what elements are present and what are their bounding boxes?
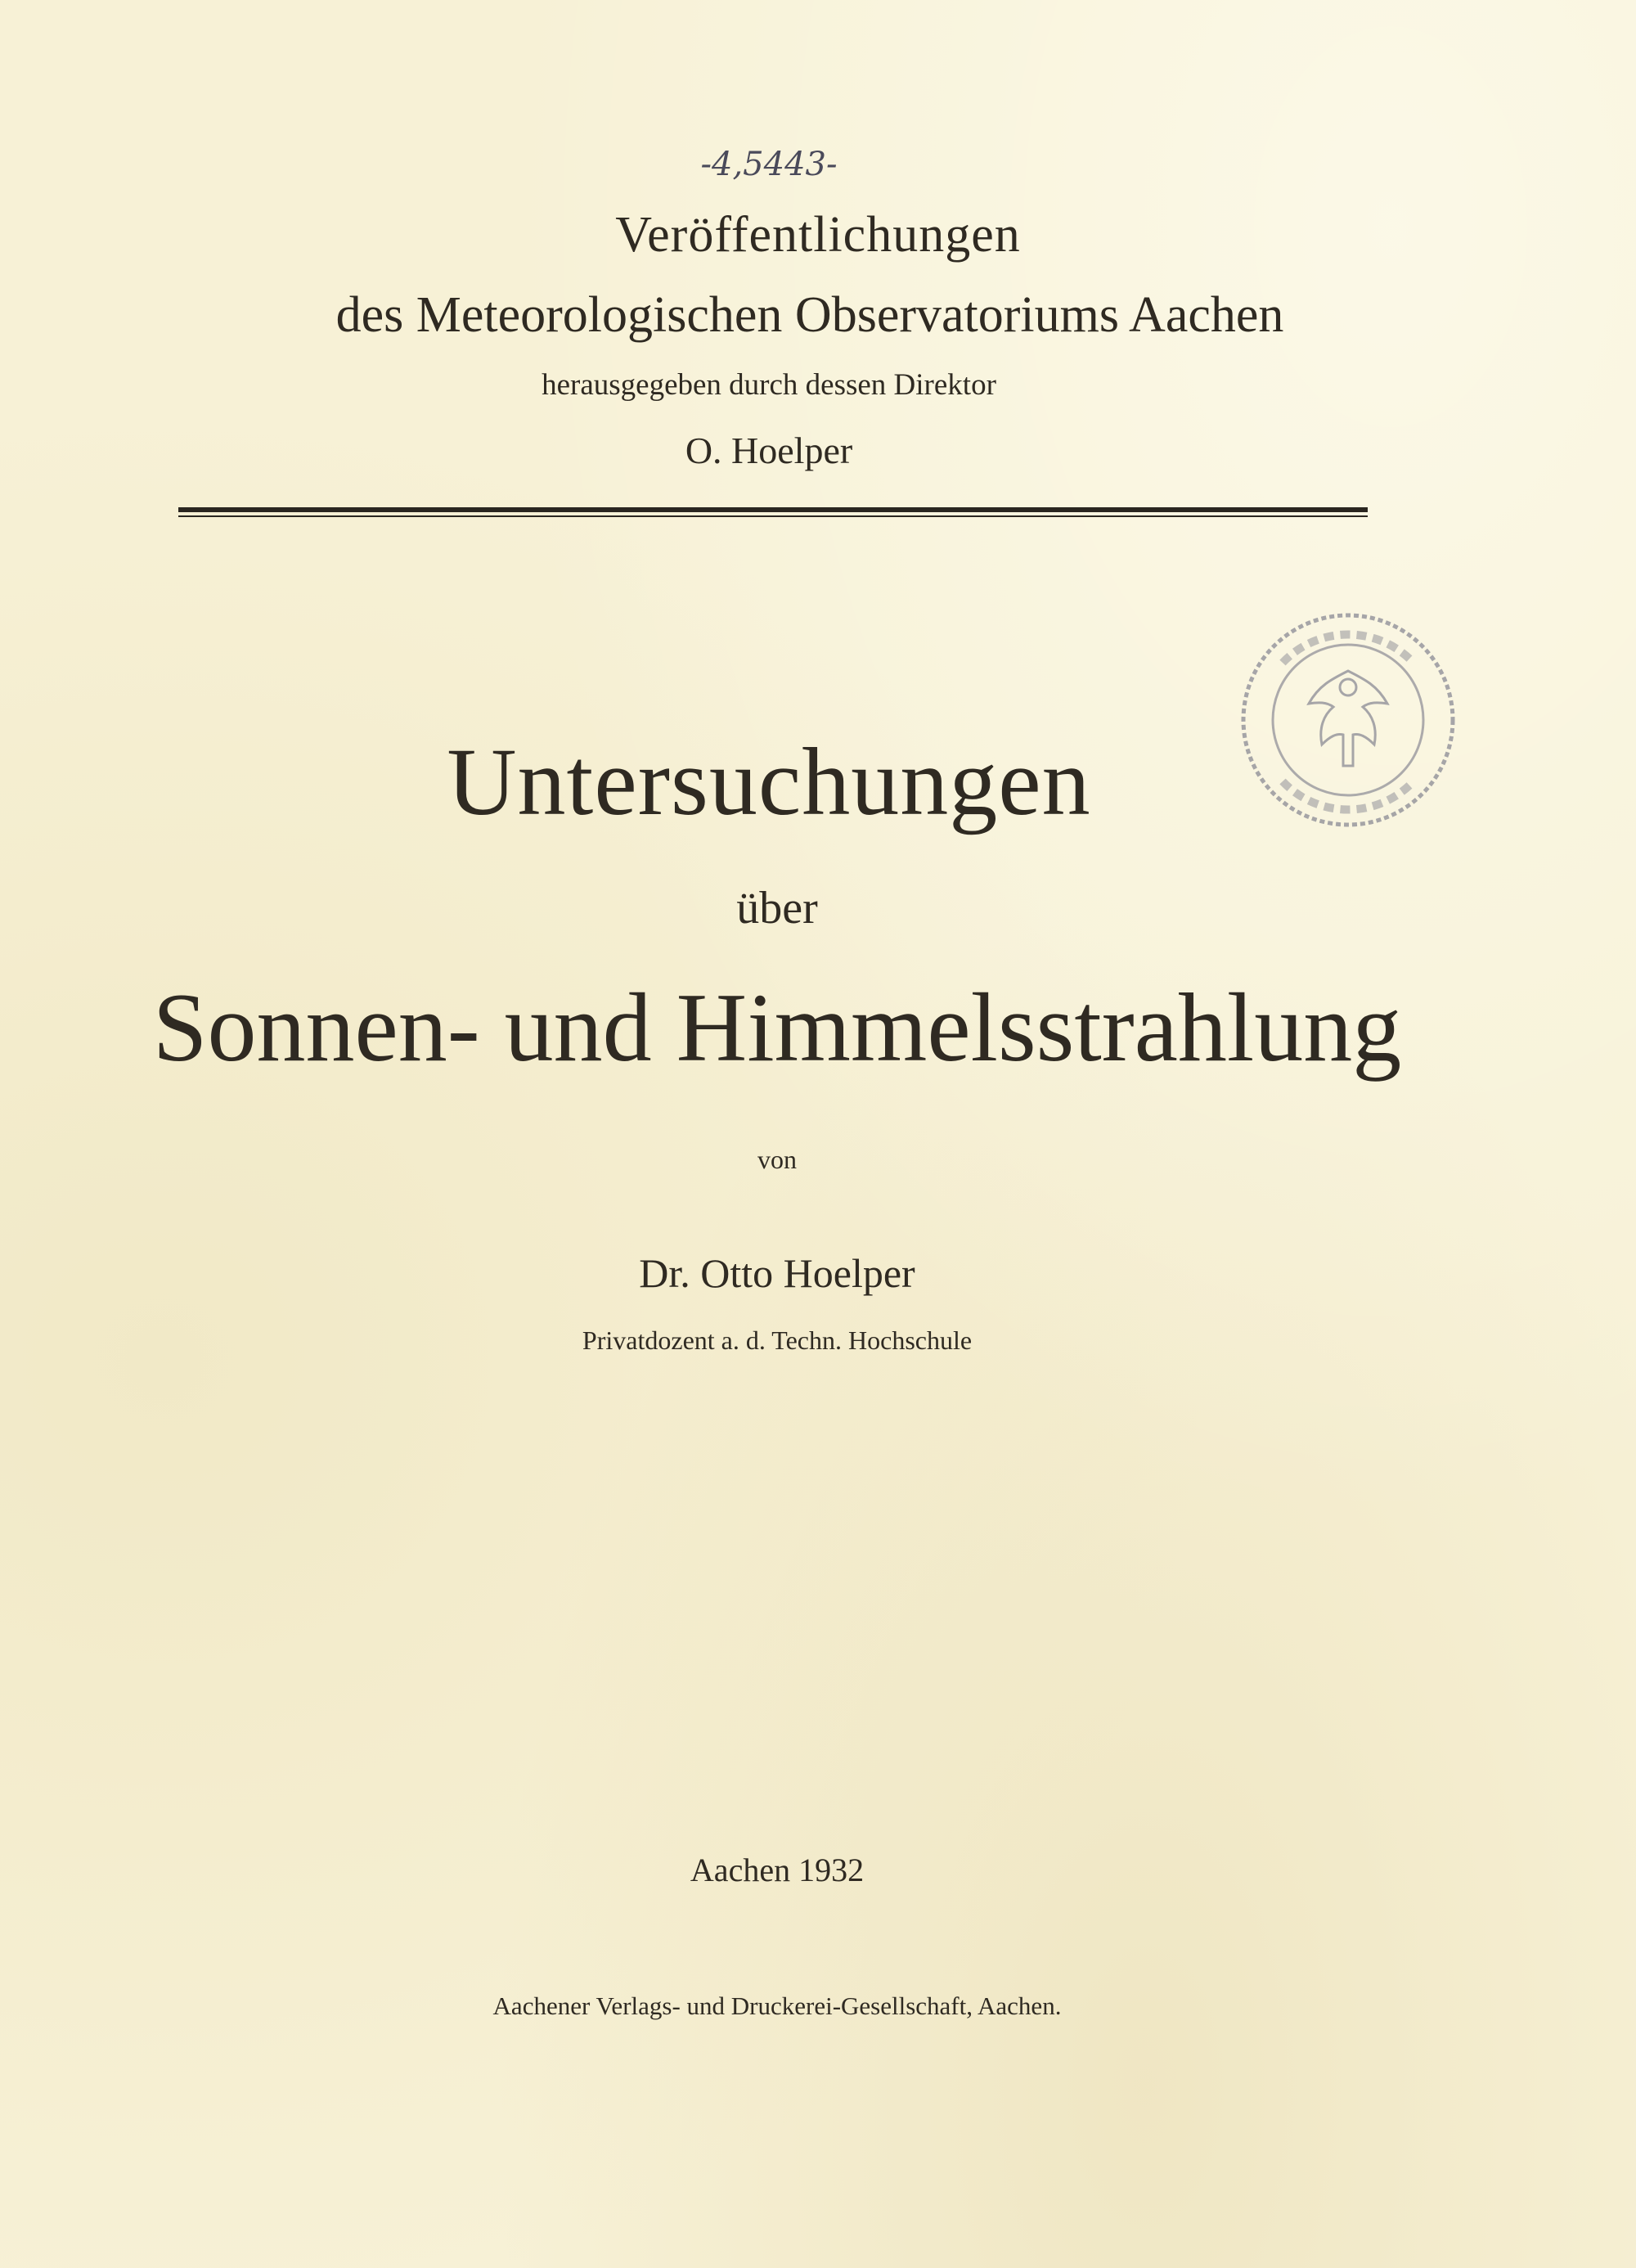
top-rule-thin (178, 515, 1368, 517)
book-title: Untersuchungen (447, 728, 1091, 835)
catalog-number: -4,5443- (700, 146, 838, 183)
book-subject: Sonnen- und Himmelsstrahlung (152, 973, 1402, 1082)
editor-note: herausgegeben durch dessen Direktor (542, 368, 996, 402)
place-year: Aachen 1932 (690, 1852, 865, 1888)
series-title: Veröffentlichungen (615, 207, 1021, 263)
top-rule-thick (178, 507, 1368, 512)
editor-name: O. Hoelper (685, 430, 853, 471)
series-institution: des Meteorologischen Observatoriums Aachen (335, 287, 1284, 343)
publisher: Aachener Verlags- und Druckerei-Gesellschaft, Aachen. (492, 1991, 1062, 2020)
byline-von: von (757, 1145, 797, 1174)
author-affiliation: Privatdozent a. d. Techn. Hochschule (582, 1325, 973, 1355)
title-connector: über (736, 883, 818, 934)
author-name: Dr. Otto Hoelper (639, 1250, 915, 1296)
